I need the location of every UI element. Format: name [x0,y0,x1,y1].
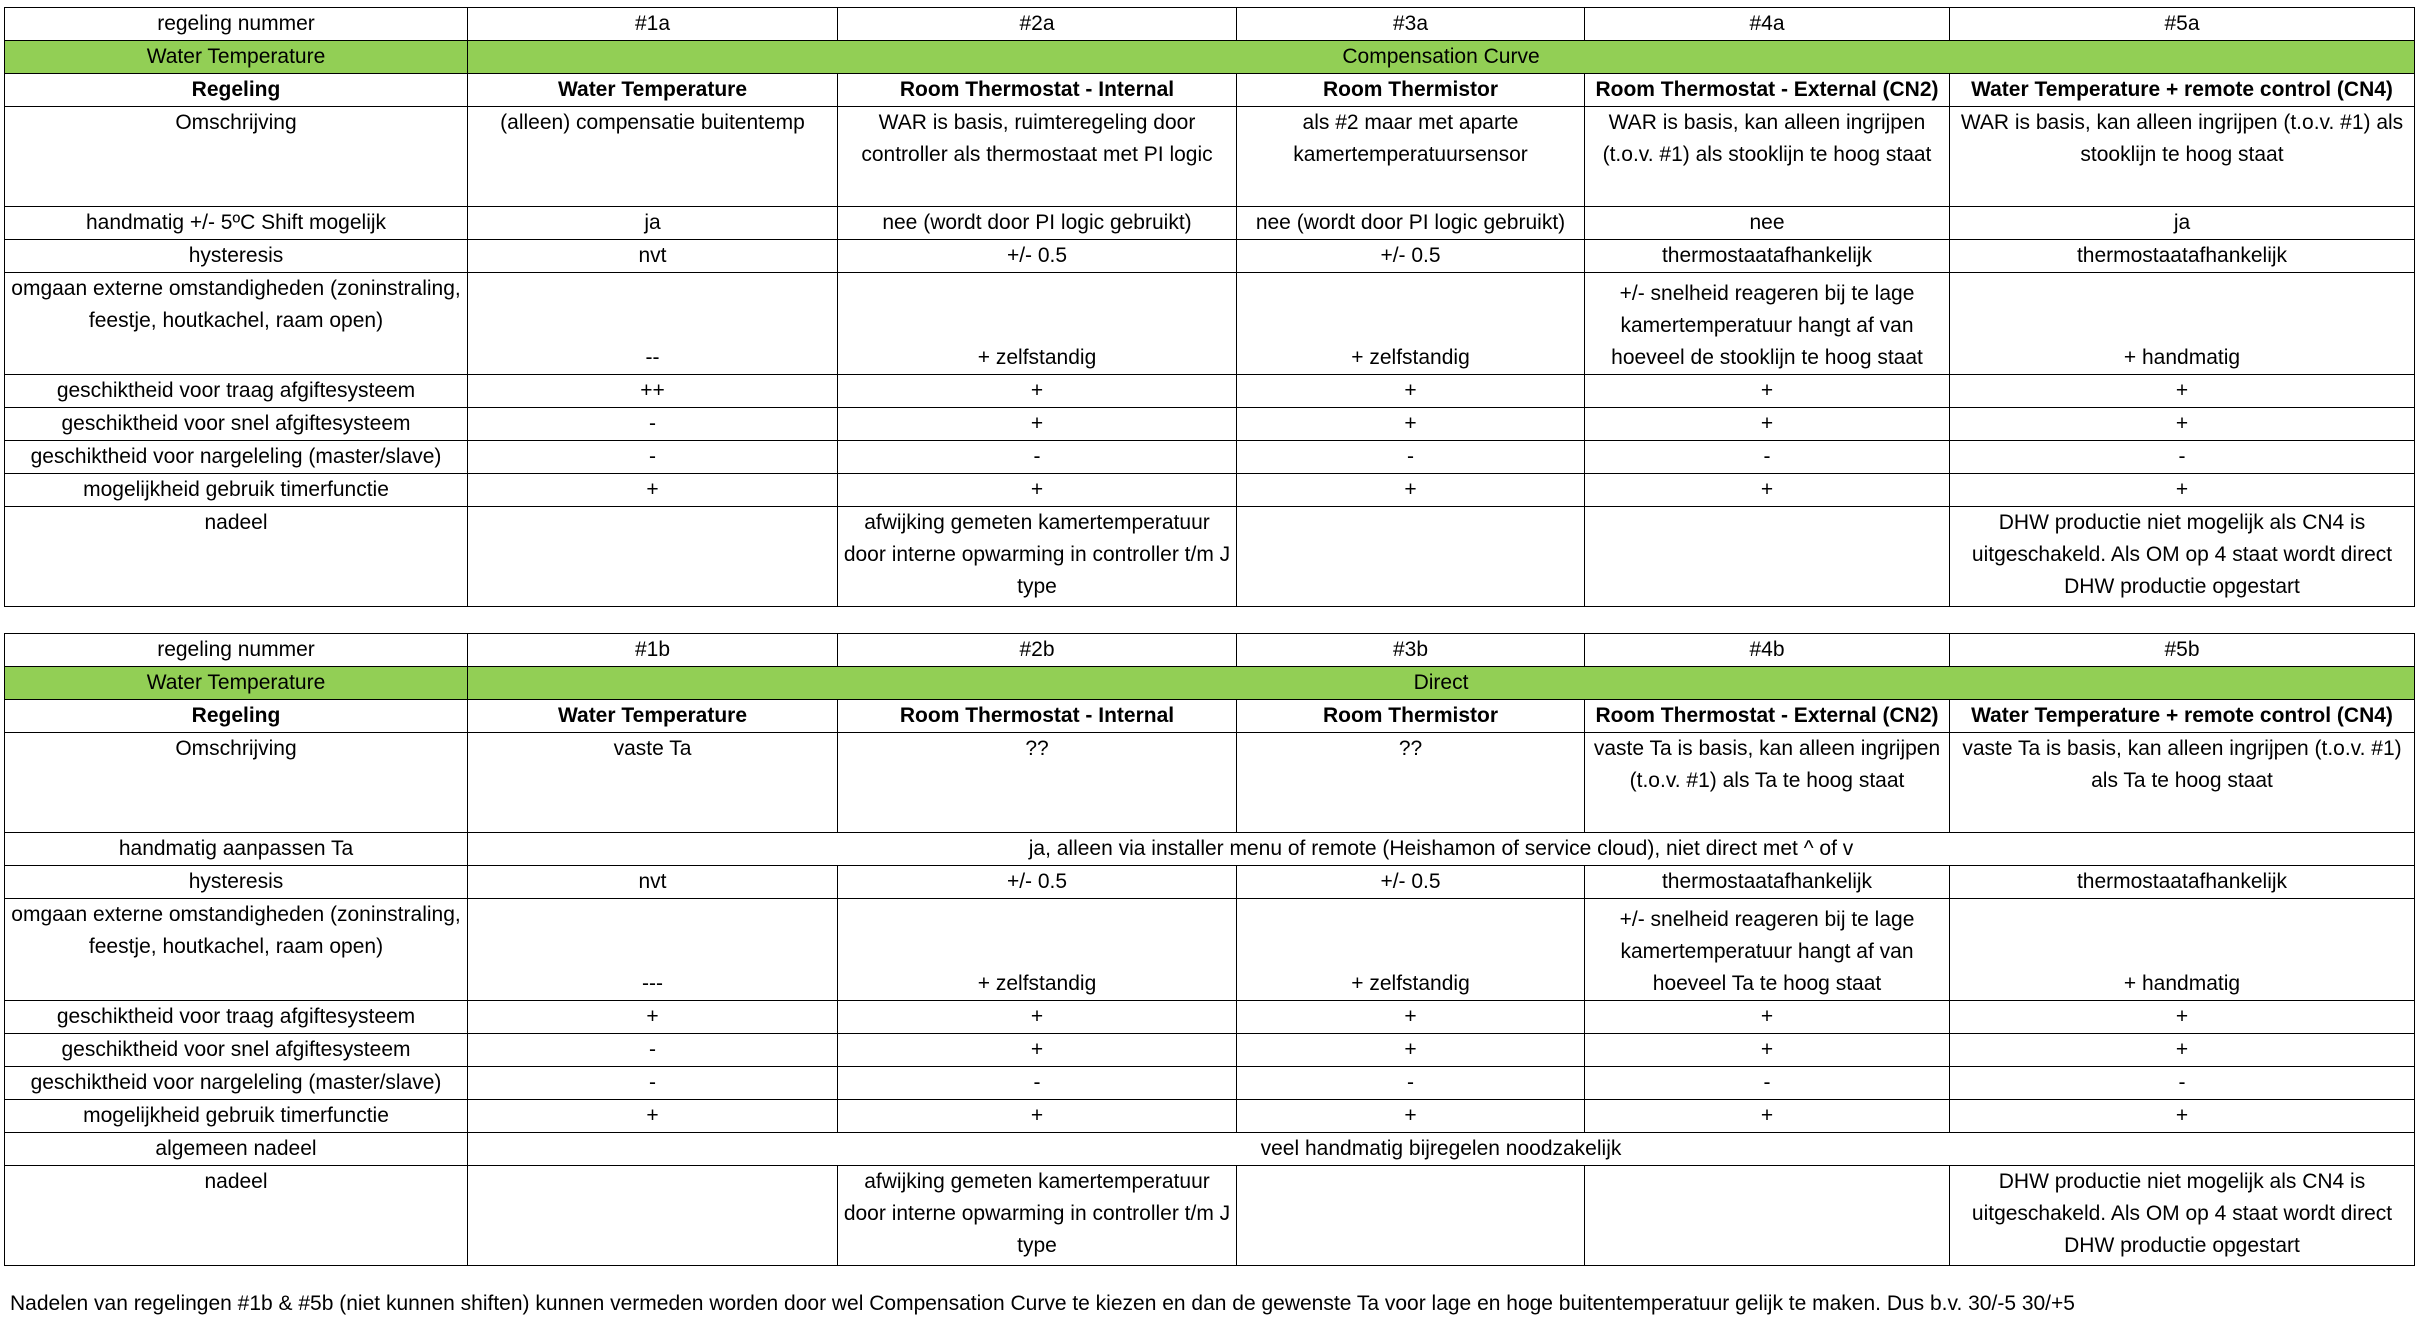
row-extern [5,899,2415,1001]
row-label[interactable]: Regeling [5,700,468,733]
category-left[interactable]: Water Temperature [5,41,468,74]
category-main[interactable]: Direct [468,667,2415,700]
cell-snel[interactable]: + [838,1034,1237,1067]
row-hysteresis [5,866,2415,899]
row-label[interactable]: geschiktheid voor traag afgiftesysteem [5,375,468,408]
row-nargeleling [5,1067,2415,1100]
cell-regeling[interactable]: Room Thermostat - Internal [838,700,1237,733]
row-nadeel [5,1166,2415,1266]
cell-omschrijving[interactable]: ?? [1237,733,1585,833]
cell-hysteresis[interactable]: thermostaatafhankelijk [1950,866,2415,899]
cell-nadeel[interactable] [1237,507,1585,607]
footnote: Nadelen van regelingen #1b & #5b (niet kunnen shiften) kunnen vermeden worden door wel Compensation Curve te kiezen en dan de gewenste Ta voor lage en hoge buitentemperatuur gelijk te maken. Dus b.v. 30/-5 30/+5 [10,1292,2075,1315]
row-label[interactable]: hysteresis [5,866,468,899]
cell-nadeel[interactable]: DHW productie niet mogelijk als CN4 is uitgeschakeld. Als OM op 4 staat wordt direct DHW productie opgestart [1950,507,2415,607]
row-regeling [5,700,2415,733]
row-label[interactable]: nadeel [5,1166,468,1266]
row-snel [5,1034,2415,1067]
cell-nadeel[interactable] [1585,507,1950,607]
cell-nadeel[interactable] [468,507,838,607]
cell-timer[interactable]: + [1950,1100,2415,1133]
cell-extern[interactable]: + zelfstandig [1237,899,1585,1001]
cell-omschrijving[interactable]: vaste Ta is basis, kan alleen ingrijpen (t.o.v. #1) als Ta te hoog staat [1585,733,1950,833]
cell-number[interactable]: #1a [468,8,838,41]
cell-snel[interactable]: + [1585,408,1950,441]
cell-nargeleling[interactable]: - [838,1067,1237,1100]
cell-extern[interactable]: --- [468,899,838,1001]
cell-nargeleling[interactable]: - [838,441,1237,474]
row-regeling-nummer [5,634,2415,667]
cell-shift[interactable]: ja [1950,207,2415,240]
cell-omschrijving[interactable]: vaste Ta is basis, kan alleen ingrijpen (t.o.v. #1) als Ta te hoog staat [1950,733,2415,833]
row-label[interactable]: geschiktheid voor nargeleling (master/slave) [5,1067,468,1100]
cell-extern[interactable]: +/- snelheid reageren bij te lage kamertemperatuur hangt af van hoeveel de stooklijn te hoog staat [1585,273,1950,375]
row-label[interactable]: mogelijkheid gebruik timerfunctie [5,474,468,507]
cell-extern[interactable]: +/- snelheid reageren bij te lage kamertemperatuur hangt af van hoeveel Ta te hoog staat [1585,899,1950,1001]
cell-timer[interactable]: + [838,1100,1237,1133]
row-label[interactable]: regeling nummer [5,634,468,667]
cell-snel[interactable]: + [1237,1034,1585,1067]
cell-regeling[interactable]: Room Thermostat - External (CN2) [1585,74,1950,107]
cell-regeling[interactable]: Water Temperature [468,74,838,107]
row-label[interactable]: mogelijkheid gebruik timerfunctie [5,1100,468,1133]
cell-extern[interactable]: + handmatig [1950,899,2415,1001]
cell-omschrijving[interactable]: als #2 maar met aparte kamertemperatuursensor [1237,107,1585,207]
cell-timer[interactable]: + [1237,474,1585,507]
cell-number[interactable]: #1b [468,634,838,667]
cell-timer[interactable]: + [468,474,838,507]
row-label[interactable]: handmatig +/- 5ºC Shift mogelijk [5,207,468,240]
cell-nargeleling[interactable]: - [468,441,838,474]
cell-hysteresis[interactable]: +/- 0.5 [1237,866,1585,899]
cell-extern[interactable]: + zelfstandig [1237,273,1585,375]
cell-snel[interactable]: + [838,408,1237,441]
cell-timer[interactable]: + [1585,474,1950,507]
cell-regeling[interactable]: Water Temperature [468,700,838,733]
cell-snel[interactable]: - [468,1034,838,1067]
cell-traag[interactable]: + [1950,1001,2415,1034]
row-traag [5,1001,2415,1034]
cell-nadeel[interactable] [1237,1166,1585,1266]
cell-hysteresis[interactable]: nvt [468,866,838,899]
cell-nadeel[interactable] [1585,1166,1950,1266]
cell-snel[interactable]: + [1237,408,1585,441]
cell-timer[interactable]: + [1237,1100,1585,1133]
cell-timer[interactable]: + [1585,1100,1950,1133]
cell-number[interactable]: #3a [1237,8,1585,41]
row-extern [5,273,2415,375]
row-label[interactable]: handmatig aanpassen Ta [5,833,468,866]
cell-snel[interactable]: + [1585,1034,1950,1067]
cell-hysteresis[interactable]: nvt [468,240,838,273]
row-hysteresis [5,240,2415,273]
row-omschrijving [5,107,2415,207]
cell-nadeel[interactable]: afwijking gemeten kamertemperatuur door interne opwarming in controller t/m J type [838,1166,1237,1266]
cell-regeling[interactable]: Room Thermostat - External (CN2) [1585,700,1950,733]
row-timer [5,474,2415,507]
cell-nadeel[interactable]: afwijking gemeten kamertemperatuur door interne opwarming in controller t/m J type [838,507,1237,607]
cell-shift[interactable]: nee (wordt door PI logic gebruikt) [838,207,1237,240]
cell-traag[interactable]: + [468,1001,838,1034]
row-regeling-nummer [5,8,2415,41]
cell-number[interactable]: #4b [1585,634,1950,667]
cell-traag[interactable]: + [1585,375,1950,408]
row-label[interactable]: regeling nummer [5,8,468,41]
row-shift [5,207,2415,240]
row-category [5,667,2415,700]
cell-number[interactable]: #5a [1950,8,2415,41]
cell-shift[interactable]: ja [468,207,838,240]
cell-hysteresis[interactable]: thermostaatafhankelijk [1950,240,2415,273]
row-nargeleling [5,441,2415,474]
table-compensation-curve [4,7,2415,607]
row-label[interactable]: geschiktheid voor traag afgiftesysteem [5,1001,468,1034]
cell-timer[interactable]: + [1950,474,2415,507]
cell-extern[interactable]: + handmatig [1950,273,2415,375]
row-traag [5,375,2415,408]
cell-snel[interactable]: + [1950,408,2415,441]
category-main[interactable]: Compensation Curve [468,41,2415,74]
row-label[interactable]: Omschrijving [5,107,468,207]
cell-hysteresis[interactable]: thermostaatafhankelijk [1585,240,1950,273]
cell-regeling[interactable]: Room Thermistor [1237,700,1585,733]
cell-nadeel[interactable]: DHW productie niet mogelijk als CN4 is uitgeschakeld. Als OM op 4 staat wordt direct DHW productie opgestart [1950,1166,2415,1266]
cell-traag[interactable]: + [838,1001,1237,1034]
row-category [5,41,2415,74]
row-aanpassen [5,833,2415,866]
cell-aanpassen[interactable]: ja, alleen via installer menu of remote (Heishamon of service cloud), niet direct met ^ of v [468,833,2415,866]
row-regeling [5,74,2415,107]
cell-nargeleling[interactable]: - [1950,441,2415,474]
row-label[interactable]: nadeel [5,507,468,607]
cell-nargeleling[interactable]: - [1237,1067,1585,1100]
cell-nadeel[interactable] [468,1166,838,1266]
cell-omschrijving[interactable]: WAR is basis, kan alleen ingrijpen (t.o.v. #1) als stooklijn te hoog staat [1585,107,1950,207]
cell-nargeleling[interactable]: - [1585,1067,1950,1100]
cell-omschrijving[interactable]: ?? [838,733,1237,833]
cell-regeling[interactable]: Water Temperature + remote control (CN4) [1950,700,2415,733]
cell-algemeen-nadeel[interactable]: veel handmatig bijregelen noodzakelijk [468,1133,2415,1166]
cell-number[interactable]: #3b [1237,634,1585,667]
cell-omschrijving[interactable]: WAR is basis, kan alleen ingrijpen (t.o.v. #1) als stooklijn te hoog staat [1950,107,2415,207]
row-nadeel [5,507,2415,607]
cell-hysteresis[interactable]: +/- 0.5 [838,240,1237,273]
row-label[interactable]: geschiktheid voor snel afgiftesysteem [5,408,468,441]
cell-hysteresis[interactable]: thermostaatafhankelijk [1585,866,1950,899]
row-label[interactable]: Regeling [5,74,468,107]
cell-number[interactable]: #5b [1950,634,2415,667]
cell-extern[interactable]: + zelfstandig [838,273,1237,375]
cell-timer[interactable]: + [468,1100,838,1133]
cell-omschrijving[interactable]: (alleen) compensatie buitentemp [468,107,838,207]
cell-shift[interactable]: nee [1585,207,1950,240]
row-timer [5,1100,2415,1133]
cell-traag[interactable]: + [1585,1001,1950,1034]
cell-regeling[interactable]: Room Thermistor [1237,74,1585,107]
cell-traag[interactable]: + [838,375,1237,408]
row-label[interactable]: omgaan externe omstandigheden (zoninstraling, feestje, houtkachel, raam open) [5,899,468,1001]
cell-snel[interactable]: + [1950,1034,2415,1067]
row-label[interactable]: Omschrijving [5,733,468,833]
cell-hysteresis[interactable]: +/- 0.5 [838,866,1237,899]
cell-number[interactable]: #2a [838,8,1237,41]
cell-omschrijving[interactable]: vaste Ta [468,733,838,833]
category-left[interactable]: Water Temperature [5,667,468,700]
cell-traag[interactable]: + [1950,375,2415,408]
cell-nargeleling[interactable]: - [468,1067,838,1100]
cell-regeling[interactable]: Room Thermostat - Internal [838,74,1237,107]
cell-traag[interactable]: + [1237,375,1585,408]
cell-nargeleling[interactable]: - [1585,441,1950,474]
cell-timer[interactable]: + [838,474,1237,507]
row-label[interactable]: omgaan externe omstandigheden (zoninstraling, feestje, houtkachel, raam open) [5,273,468,375]
cell-nargeleling[interactable]: - [1237,441,1585,474]
cell-omschrijving[interactable]: WAR is basis, ruimteregeling door controller als thermostaat met PI logic [838,107,1237,207]
cell-extern[interactable]: -- [468,273,838,375]
cell-shift[interactable]: nee (wordt door PI logic gebruikt) [1237,207,1585,240]
row-label[interactable]: hysteresis [5,240,468,273]
cell-regeling[interactable]: Water Temperature + remote control (CN4) [1950,74,2415,107]
table-direct [4,633,2415,1266]
row-snel [5,408,2415,441]
cell-traag[interactable]: ++ [468,375,838,408]
cell-traag[interactable]: + [1237,1001,1585,1034]
row-algemeen-nadeel [5,1133,2415,1166]
row-label[interactable]: algemeen nadeel [5,1133,468,1166]
cell-number[interactable]: #2b [838,634,1237,667]
cell-number[interactable]: #4a [1585,8,1950,41]
cell-extern[interactable]: + zelfstandig [838,899,1237,1001]
row-omschrijving [5,733,2415,833]
cell-hysteresis[interactable]: +/- 0.5 [1237,240,1585,273]
cell-snel[interactable]: - [468,408,838,441]
cell-nargeleling[interactable]: - [1950,1067,2415,1100]
row-label[interactable]: geschiktheid voor nargeleling (master/slave) [5,441,468,474]
row-label[interactable]: geschiktheid voor snel afgiftesysteem [5,1034,468,1067]
